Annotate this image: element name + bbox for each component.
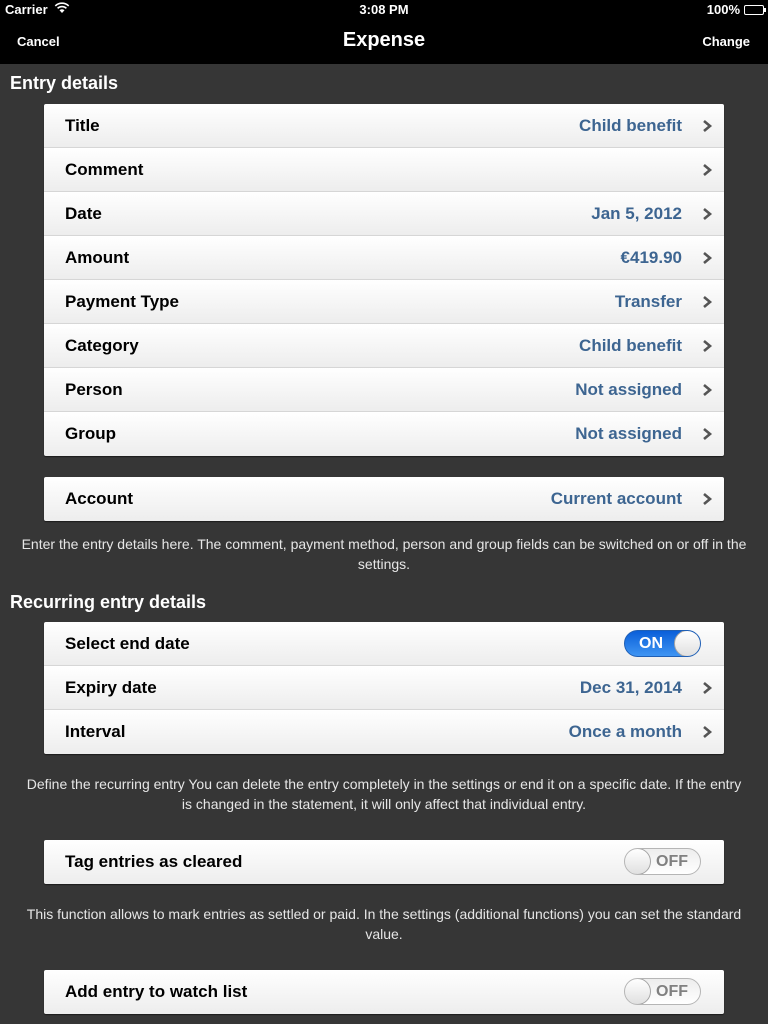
row-label: Payment Type (65, 291, 180, 311)
status-bar (0, 0, 768, 20)
row-label: Interval (65, 722, 126, 741)
row-value: Transfer (614, 291, 682, 311)
switch-state: OFF (656, 853, 688, 870)
row-value: Child benefit (579, 335, 682, 355)
chevron-right-icon (700, 680, 714, 696)
end-date-switch[interactable] (624, 630, 701, 657)
chevron-right-icon (700, 250, 714, 266)
watchlist-group (44, 970, 724, 1014)
row-label: Person (65, 379, 123, 399)
row-title[interactable] (44, 104, 724, 148)
row-label: Add entry to watch list (65, 982, 248, 1001)
chevron-right-icon (700, 382, 714, 398)
row-value: Current account (550, 489, 682, 508)
row-comment[interactable] (44, 148, 724, 192)
cancel-button[interactable]: Cancel (17, 34, 60, 49)
switch-knob (624, 848, 651, 875)
row-payment-type[interactable] (44, 280, 724, 324)
row-select-end-date (44, 622, 724, 666)
navigation-bar (0, 20, 768, 64)
section-header-entry-details: Entry details (10, 73, 119, 93)
entry-details-footnote: Enter the entry details here. The comment, payment method, person and group fields can be switched on or off in the settings. (21, 536, 747, 572)
row-watch-list (44, 970, 724, 1014)
recurring-footnote: Define the recurring entry You can delete the entry completely in the settings or end it on a specific date. If the entry is changed in the statement, it will only affect that individual entry. (26, 776, 742, 812)
row-expiry-date[interactable] (44, 666, 724, 710)
row-value: Once a month (568, 722, 682, 741)
row-label: Tag entries as cleared (65, 852, 243, 871)
row-interval[interactable] (44, 710, 724, 754)
status-right (707, 2, 764, 17)
row-value: Jan 5, 2012 (591, 203, 682, 223)
chevron-right-icon (700, 724, 714, 740)
chevron-right-icon (700, 426, 714, 442)
watchlist-switch[interactable] (624, 978, 701, 1005)
row-tag-cleared (44, 840, 724, 884)
chevron-right-icon (700, 338, 714, 354)
row-label: Comment (65, 159, 144, 179)
switch-state: OFF (656, 983, 688, 1000)
page-title: Expense (342, 29, 426, 51)
row-value: €419.90 (620, 247, 682, 267)
cleared-switch[interactable] (624, 848, 701, 875)
row-account[interactable] (44, 477, 724, 521)
entry-details-group (44, 104, 724, 456)
chevron-right-icon (700, 491, 714, 507)
row-group[interactable] (44, 412, 724, 456)
row-value: Child benefit (579, 115, 682, 135)
chevron-right-icon (700, 206, 714, 222)
row-category[interactable] (44, 324, 724, 368)
row-label: Category (65, 335, 139, 355)
cleared-group (44, 840, 724, 884)
status-time: 3:08 PM (359, 2, 409, 17)
chevron-right-icon (700, 162, 714, 178)
change-button[interactable]: Change (702, 34, 750, 49)
row-label: Account (65, 489, 133, 508)
row-date[interactable] (44, 192, 724, 236)
chevron-right-icon (700, 118, 714, 134)
carrier-label: Carrier (5, 2, 48, 17)
account-group (44, 477, 724, 521)
row-label: Date (65, 203, 102, 223)
row-label: Group (65, 424, 116, 443)
switch-knob (624, 978, 651, 1005)
row-person[interactable] (44, 368, 724, 412)
row-value: Not assigned (575, 379, 682, 399)
battery-label: 100% (706, 2, 740, 17)
row-amount[interactable] (44, 236, 724, 280)
switch-knob (674, 630, 701, 657)
recurring-group (44, 622, 724, 754)
row-value: Dec 31, 2014 (579, 677, 682, 697)
cleared-footnote: This function allows to mark entries as settled or paid. In the settings (additional functions) you can set the standard value. (26, 906, 742, 942)
switch-state: ON (639, 635, 663, 652)
chevron-right-icon (700, 294, 714, 310)
row-label: Amount (65, 247, 130, 267)
section-header-recurring: Recurring entry details (10, 592, 207, 612)
battery-icon (744, 5, 764, 15)
row-label: Expiry date (65, 677, 157, 697)
row-label: Title (65, 115, 100, 135)
row-label: Select end date (65, 633, 190, 653)
row-value: Not assigned (575, 424, 682, 443)
